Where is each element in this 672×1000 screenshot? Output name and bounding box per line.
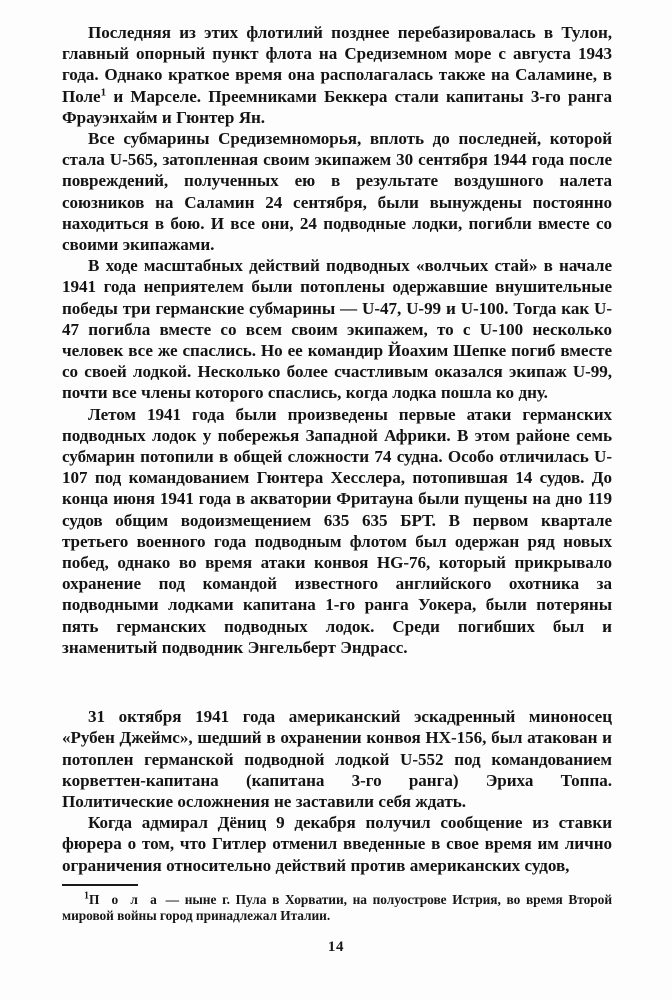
paragraph-5: 31 октября 1941 года американский эскадренный миноносец «Рубен Джеймс», шедший в охранении конвоя HX-156, был атакован и потоплен германской подводной лодкой U-552 под командованием корветтен-капитана (капитана 3-го ранга) Эриха Топпа. Политические осложнения не заставили себя ждать. xyxy=(62,707,612,811)
footnote-reference-marker[interactable]: 1 xyxy=(100,85,107,98)
paragraph-6: Когда адмирал Дёниц 9 декабря получил сообщение из ставки фюрера о том, что Гитлер отменил введенные в свое время им лично ограничения относительно действий против американских судов, xyxy=(62,813,612,875)
footnote-term: П о л а xyxy=(88,892,160,907)
footnote-number: 1 xyxy=(84,890,89,902)
page-number: 14 xyxy=(327,939,345,955)
paragraph-4: Летом 1941 года были произведены первые атаки германских подводных лодок у побережья Западной Африки. В этом районе семь субмарин потопили в общей сложности 74 судна. Особо отличилась U-107 под командованием Гюнтера Хесслера, потопившая 14 судов. До конца июня 1941 года в акватории Фритауна были пущены на дно 119 судов общим водоизмещением 635 635 БРТ. В первом квартале третьего военного года подводным флотом был одержан ряд новых побед, однако во время атаки конвоя HG-76, который прикрывало охранение под командой известного английского охотника за подводными лодками капитана 1-го ранга Уокера, были потеряны пять германских подводных лодок. Среди погибших был и знаменитый подводник Энгельберт Эндрасс. xyxy=(62,404,612,657)
paragraph-3: В ходе масштабных действий подводных «волчьих стай» в начале 1941 года неприятелем были потоплены одержавшие внушительные победы три германские субмарины — U-47, U-99 и U-100. Тогда как U-47 погибла вместе со всем своим экипажем, то с U-100 несколько человек все же спаслись. Но ее командир Йоахим Шепке погиб вместе со своей лодкой. Несколько более счастливым оказался экипаж U-99, почти все члены которого спаслись, когда лодка пошла ко дну. xyxy=(62,256,612,403)
section-break xyxy=(62,658,612,706)
footnote-1 xyxy=(62,892,612,925)
paragraph-1 xyxy=(62,22,612,128)
paragraph-2: Все субмарины Средиземноморья, вплоть до последней, которой стала U-565, затопленная своим экипажем 30 сентября 1944 года после повреждений, полученных ею в результате воздушного налета союзников на Саламин 24 сентября, были вынуждены постоянно находиться в бою. И все они, 24 подводные лодки, погибли вместе со своими экипажами. xyxy=(62,129,612,255)
footnote-text: — ныне г. Пула в Хорватии, на полуострове Истрия, во время Второй мировой войны город принадлежал Италии. xyxy=(62,892,612,924)
footnote-area xyxy=(62,884,612,925)
paragraph-1-text: Последняя из этих флотилий позднее перебазировалась в Тулон, главный опорный пункт флота на Средиземном море с августа 1943 года. Однако краткое время она располагалась также на Саламине, в Поле xyxy=(62,23,612,106)
paragraph-1-continuation: и Марселе. Преемниками Беккера стали капитаны 3-го ранга Фрауэнхайм и Гюнтер Ян. xyxy=(62,86,612,127)
footnote-separator-rule xyxy=(62,884,138,886)
page-text-block xyxy=(62,22,612,876)
